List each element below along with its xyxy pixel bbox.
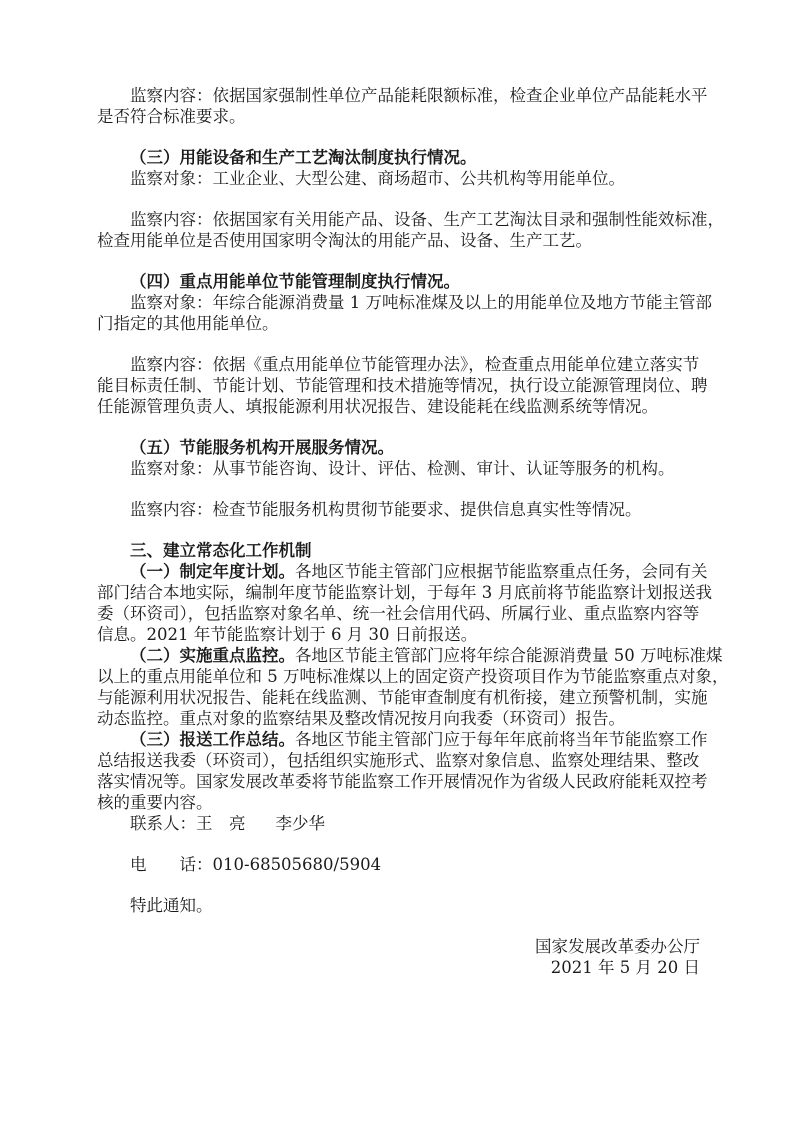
part3-item2-line: 以上的重点用能单位和 5 万吨标准煤以上的固定资产投资项目作为节能监察重点对象，	[97, 667, 729, 686]
section5-object: 监察对象：从事节能咨询、设计、评估、检测、审计、认证等服务的机构。	[130, 459, 675, 478]
part3-item2-line: 动态监控。重点对象的监察结果及整改情况按月向我委（环资司）报告。	[97, 709, 625, 728]
section4-object-line: 门指定的其他用能单位。	[97, 314, 279, 333]
part3-item1-line: 委（环资司），包括监察对象名单、统一社会信用代码、所属行业、重点监察内容等	[97, 604, 700, 623]
part3-item2-text: 各地区节能主管部门应将年综合能源消费量 50 万吨标准煤	[295, 646, 723, 665]
signature-org: 国家发展改革委办公厅	[535, 937, 700, 956]
section4-content-line: 能目标责任制、节能计划、节能管理和技术措施等情况，执行设立能源管理岗位、聘	[97, 376, 708, 395]
part3-item2-title: （二）实施重点监控。	[130, 646, 295, 665]
contact-name: 李少华	[275, 814, 325, 833]
part3-heading: 三、建立常态化工作机制	[130, 541, 312, 560]
energy-limit-content-line: 监察内容：依据国家强制性单位产品能耗限额标准，检查企业单位产品能耗水平	[130, 86, 708, 105]
section3-content-line: 监察内容：依据国家有关用能产品、设备、生产工艺淘汰目录和强制性能效标准，	[130, 210, 724, 229]
contact-name: 王 亮	[196, 814, 246, 833]
part3-item3-title: （三）报送工作总结。	[130, 730, 295, 749]
phone-number: 010-68505680/5904	[212, 855, 382, 874]
section5-heading: （五）节能服务机构开展服务情况。	[130, 438, 394, 457]
section4-content-line: 任能源管理负责人、填报能源利用状况报告、建设能耗在线监测系统等情况。	[97, 397, 658, 416]
section4-object-line: 监察对象：年综合能源消费量 1 万吨标准煤及以上的用能单位及地方节能主管部	[130, 293, 712, 312]
section4-content-line: 监察内容：依据《重点用能单位节能管理办法》，检查重点用能单位建立落实节	[130, 355, 700, 374]
phone-line	[130, 851, 381, 879]
part3-item1-line: 信息。2021 年节能监察计划于 6 月 30 日前报送。	[97, 625, 478, 644]
part3-item1-text: 各地区节能主管部门应根据节能监察重点任务，会同有关	[295, 562, 708, 581]
part3-item3-line: 落实情况等。国家发展改革委将节能监察工作开展情况作为省级人民政府能耗双控考	[97, 772, 708, 791]
contact-label: 联系人：	[130, 814, 196, 833]
section3-content-line: 检查用能单位是否使用国家明令淘汰的用能产品、设备、生产工艺。	[97, 231, 592, 250]
part3-item3-line: 总结报送我委（环资司），包括组织实施形式、监察对象信息、监察处理结果、整改	[97, 751, 700, 770]
contact-line	[130, 810, 325, 838]
part3-item1-title: （一）制定年度计划。	[130, 562, 295, 581]
part3-item3-line: 核的重要内容。	[97, 793, 213, 812]
section4-heading: （四）重点用能单位节能管理制度执行情况。	[130, 272, 460, 291]
energy-limit-content-line: 是否符合标准要求。	[97, 107, 246, 126]
signature-date: 2021 年 5 月 20 日	[550, 958, 700, 977]
section5-content: 监察内容：检查节能服务机构贯彻节能要求、提供信息真实性等情况。	[130, 500, 642, 519]
part3-item1-line: 部门结合本地实际，编制年度节能监察计划，于每年 3 月底前将节能监察计划报送我	[97, 583, 712, 602]
part3-item2-line: 与能源利用状况报告、能耗在线监测、节能审查制度有机衔接，建立预警机制，实施	[97, 688, 708, 707]
section3-object: 监察对象：工业企业、大型公建、商场超市、公共机构等用能单位。	[130, 169, 625, 188]
closing-text: 特此通知。	[130, 896, 213, 915]
part3-item3-text: 各地区节能主管部门应于每年年底前将当年节能监察工作	[295, 730, 708, 749]
phone-label: 电 话：	[130, 855, 213, 874]
section3-heading: （三）用能设备和生产工艺淘汰制度执行情况。	[130, 148, 477, 167]
